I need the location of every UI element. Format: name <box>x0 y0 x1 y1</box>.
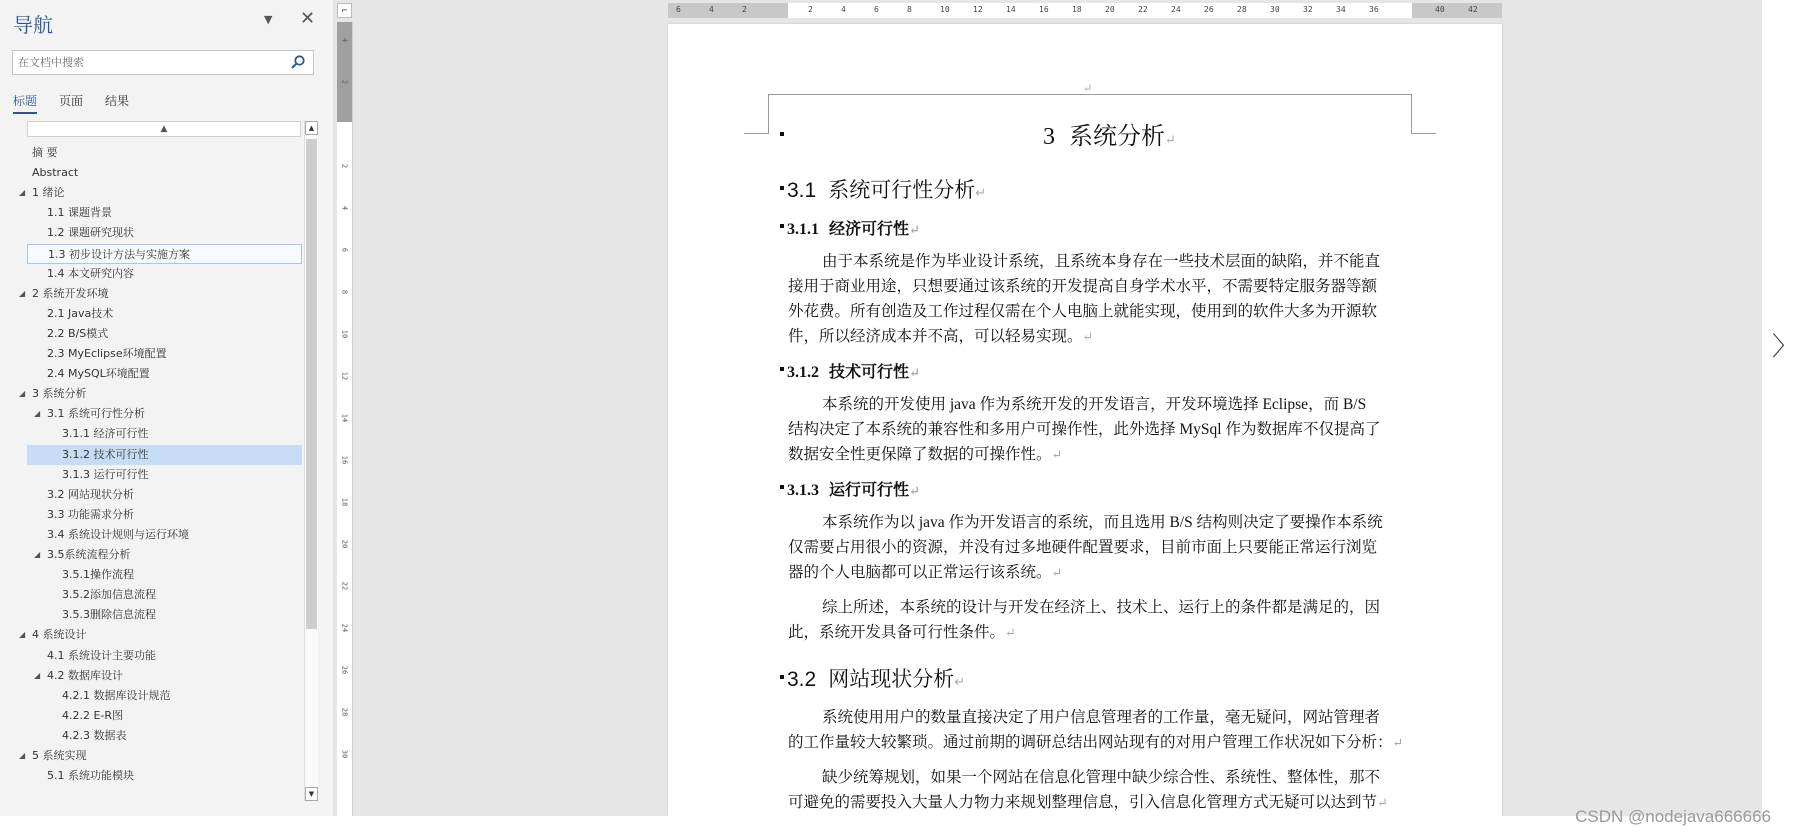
paragraph-line: 此，系统开发具备可行性条件。↵ <box>788 624 1016 641</box>
ruler-mark: 40 <box>1435 5 1445 14</box>
subsection-heading[interactable] <box>787 477 920 500</box>
ruler-mark: 16 <box>1039 5 1049 14</box>
nav-heading-item[interactable] <box>27 344 302 364</box>
nav-heading-item[interactable] <box>27 545 302 565</box>
nav-heading-label: 3.1 系统可行性分析 <box>47 407 145 421</box>
nav-heading-item[interactable] <box>27 686 302 706</box>
section-heading[interactable] <box>787 174 986 204</box>
nav-heading-label: 3.2 网站现状分析 <box>47 487 134 501</box>
nav-heading-label: 4.2.3 数据表 <box>62 728 127 742</box>
paragraph-line: 缺少统筹规划，如果一个网站在信息化管理中缺少综合性、系统性、整体性，那不 <box>822 769 1381 786</box>
nav-heading-label: 3.5.1操作流程 <box>62 568 134 582</box>
nav-heading-item[interactable] <box>27 264 302 284</box>
ruler-mark: 14 <box>340 413 349 423</box>
nav-heading-item[interactable] <box>27 445 302 465</box>
ruler-mark: 26 <box>1204 5 1214 14</box>
body-paragraph[interactable] <box>788 765 1444 815</box>
paragraph-line: 本系统作为以 java 作为开发语言的系统，而且选用 B/S 结构则决定了要操作本系统 <box>822 514 1383 531</box>
paragraph-line: 接用于商业用途，只想要通过该系统的开发提高自身学术水平，不需要特定服务器等额 <box>788 278 1378 295</box>
nav-heading-item[interactable] <box>27 485 302 505</box>
body-paragraph[interactable] <box>788 705 1444 755</box>
nav-heading-item[interactable] <box>27 605 302 625</box>
nav-heading-item[interactable] <box>27 766 302 786</box>
paragraph-line: 由于本系统是作为毕业设计系统，且系统本身存在一些技术层面的缺陷，并不能直 <box>822 253 1381 270</box>
ruler-mark: 12 <box>973 5 983 14</box>
subsection-heading[interactable] <box>787 216 920 239</box>
nav-heading-item[interactable] <box>27 324 302 344</box>
ruler-mark: 16 <box>340 455 349 465</box>
search-input[interactable] <box>18 54 288 71</box>
expand-arrow-icon[interactable]: ◢ <box>19 288 26 298</box>
nav-heading-label: 摘 要 <box>32 146 58 159</box>
body-paragraph[interactable] <box>788 595 1444 645</box>
header-paragraph-mark: ↵ <box>1083 83 1093 95</box>
nav-heading-label: 1.3 初步设计方法与实施方案 <box>48 247 190 261</box>
heading-marker <box>780 224 784 228</box>
ruler-mark: 26 <box>340 665 349 675</box>
paragraph-line: 仅需要占用很小的资源，并没有过多地硬件配置要求，目前市面上只要能正常运行浏览 <box>788 539 1378 556</box>
paragraph-line: 器的个人电脑都可以正常运行该系统。↵ <box>788 564 1063 581</box>
nav-heading-label: 2 系统开发环境 <box>32 286 109 300</box>
ruler-mark: 8 <box>907 5 912 14</box>
paragraph-mark: ↵ <box>1377 795 1388 810</box>
heading-marker <box>780 485 784 489</box>
ruler-mark: 18 <box>1072 5 1082 14</box>
vertical-ruler <box>337 22 353 816</box>
section-number: 3.1 <box>787 179 817 202</box>
paragraph-line: 外花费。所有创造及工作过程仅需在个人电脑上就能实现，使用到的软件大多为开源软 <box>788 303 1378 320</box>
ruler-mark: 10 <box>940 5 950 14</box>
nav-heading-item[interactable] <box>27 143 302 163</box>
nav-heading-item[interactable] <box>19 183 302 203</box>
nav-heading-item[interactable] <box>27 505 302 525</box>
ruler-mark: 2 <box>742 5 747 14</box>
document-page[interactable] <box>668 24 1502 816</box>
heading-marker <box>780 675 784 679</box>
ruler-mark: 28 <box>340 707 349 717</box>
nav-heading-label: 4.1 系统设计主要功能 <box>47 648 156 662</box>
expand-arrow-icon[interactable]: ◢ <box>19 188 26 198</box>
nav-heading-label: 4 系统设计 <box>32 628 87 642</box>
body-paragraph[interactable] <box>788 392 1444 467</box>
ruler-mark: 30 <box>340 749 349 759</box>
paragraph-line: 结构决定了本系统的兼容性和多用户可操作性，此外选择 MySql 作为数据库不仅提高了 <box>788 421 1381 438</box>
crop-mark <box>1412 133 1436 134</box>
ruler-mark: 8 <box>340 289 349 295</box>
ruler-mark: 6 <box>874 5 879 14</box>
nav-heading-label: 3.3 功能需求分析 <box>47 507 134 521</box>
nav-heading-item[interactable] <box>27 424 302 444</box>
paragraph-line: 数据安全性更保障了数据的可操作性。↵ <box>788 446 1063 463</box>
ruler-mark: 20 <box>340 539 349 549</box>
nav-heading-label: 3.5.2添加信息流程 <box>62 588 156 602</box>
ruler-mark: 10 <box>340 329 349 339</box>
expand-arrow-icon[interactable]: ◢ <box>34 409 41 419</box>
nav-heading-item[interactable] <box>27 404 302 424</box>
crop-mark <box>768 94 769 134</box>
right-margin-strip <box>1762 0 1787 816</box>
nav-heading-item[interactable] <box>19 384 302 404</box>
paragraph-mark: ↵ <box>909 365 920 380</box>
nav-heading-label: 4.2 数据库设计 <box>47 668 123 682</box>
nav-heading-label: 4.2.2 E-R图 <box>62 708 124 722</box>
ruler-mark: 4 <box>841 5 846 14</box>
nav-heading-label: 3.5.3删除信息流程 <box>62 608 156 622</box>
search-box <box>12 50 314 75</box>
paragraph-mark: ↵ <box>909 483 920 498</box>
nav-heading-item[interactable] <box>27 585 302 605</box>
expand-arrow-icon[interactable]: ◢ <box>34 550 41 559</box>
paragraph-line: 本系统的开发使用 java 作为系统开发的开发语言，开发环境选择 Eclipse，而 B/S <box>822 396 1367 413</box>
paragraph-mark: ↵ <box>954 674 966 689</box>
crop-mark <box>1411 94 1412 134</box>
tab-2[interactable]: 结果 <box>105 94 130 108</box>
ruler-mark: 36 <box>1369 5 1379 14</box>
paragraph-mark: ↵ <box>1005 625 1016 640</box>
navigation-pane <box>0 0 334 816</box>
nav-heading-label: 2.4 MySQL环境配置 <box>47 367 150 381</box>
ruler-mark: 12 <box>340 371 349 381</box>
nav-options-dropdown-icon[interactable]: ▼ <box>264 13 273 26</box>
nav-heading-item[interactable] <box>27 223 302 243</box>
ruler-mark: 14 <box>1006 5 1016 14</box>
paragraph-mark: ↵ <box>1051 447 1063 462</box>
subsection-title: 运行可行性 <box>829 482 910 499</box>
heading-marker <box>780 132 784 136</box>
nav-heading-item[interactable] <box>27 304 302 324</box>
subsection-number: 3.1.1 <box>787 221 819 238</box>
ruler-mark: 4 <box>340 37 349 43</box>
ruler-mark: 2 <box>340 79 349 85</box>
nav-heading-item[interactable] <box>27 203 302 223</box>
paragraph-mark: ↵ <box>1392 735 1404 750</box>
paragraph-mark: ↵ <box>975 185 987 200</box>
bottom-strip <box>0 816 1787 838</box>
nav-heading-label: 1.2 课题研究现状 <box>47 226 134 240</box>
nav-heading-label: 1.1 课题背景 <box>47 206 112 220</box>
ruler-mark: 20 <box>1105 5 1115 14</box>
nav-heading-label: 2.3 MyEclipse环境配置 <box>47 347 167 360</box>
nav-heading-item[interactable] <box>27 465 302 485</box>
nav-heading-item[interactable] <box>27 646 302 666</box>
paragraph-line: 综上所述，本系统的设计与开发在经济上、技术上、运行上的条件都是满足的，因 <box>822 599 1381 616</box>
chapter-title: 系统分析 <box>1069 124 1165 150</box>
nav-heading-label: 3.1.3 运行可行性 <box>62 467 149 481</box>
nav-heading-item[interactable] <box>19 284 302 304</box>
nav-heading-item[interactable] <box>27 364 302 384</box>
ruler-mark: 32 <box>1303 5 1313 14</box>
ruler-mark: 34 <box>1336 5 1346 14</box>
ruler-mark: 6 <box>340 247 349 253</box>
subsection-heading[interactable] <box>787 359 920 382</box>
body-paragraph[interactable] <box>788 249 1444 349</box>
body-paragraph[interactable] <box>788 510 1444 585</box>
chapter-number: 3 <box>1043 124 1055 150</box>
ruler-mark: 4 <box>709 5 714 14</box>
paragraph-line: 可避免的需要投入大量人力物力来规划整理信息，引入信息化管理方式无疑可以达到节↵ <box>788 794 1388 811</box>
nav-heading-label: 2.1 Java技术 <box>47 306 114 320</box>
paragraph-mark: ↵ <box>1082 329 1094 344</box>
nav-heading-label: 3.1.1 经济可行性 <box>62 427 149 441</box>
scrollbar-thumb[interactable] <box>306 139 317 629</box>
nav-heading-item[interactable] <box>27 244 302 264</box>
nav-heading-label: 5 系统实现 <box>32 749 87 762</box>
nav-heading-label: Abstract <box>32 166 79 180</box>
close-icon[interactable]: ✕ <box>300 8 316 29</box>
ruler-mark: 22 <box>340 581 349 591</box>
expand-arrow-icon[interactable]: ◢ <box>19 751 26 760</box>
ruler-mark: 24 <box>1171 5 1181 14</box>
paragraph-line: 系统使用用户的数量直接决定了用户信息管理者的工作量，毫无疑问，网站管理者 <box>822 709 1381 726</box>
tab-1[interactable]: 页面 <box>59 94 84 108</box>
ruler-mark: 2 <box>808 5 813 14</box>
nav-heading-label: 3 系统分析 <box>32 387 87 401</box>
nav-heading-label: 3.4 系统设计规则与运行环境 <box>47 527 189 541</box>
crop-mark <box>744 133 768 134</box>
tab-selector[interactable]: ⌐ <box>337 3 352 18</box>
chapter-heading[interactable] <box>1043 116 1176 151</box>
nav-heading-label: 1 绪论 <box>32 186 65 200</box>
watermark: CSDN @nodejava666666 <box>1575 807 1771 826</box>
nav-heading-label: 2.2 B/S模式 <box>47 326 109 340</box>
ruler-mark: 18 <box>340 497 349 507</box>
paragraph-mark: ↵ <box>1165 132 1176 147</box>
ruler-mark: 2 <box>340 163 349 169</box>
nav-heading-item[interactable] <box>27 565 302 585</box>
nav-heading-label: 1.4 本文研究内容 <box>47 266 134 280</box>
nav-heading-item[interactable] <box>27 525 302 545</box>
nav-heading-label: 4.2.1 数据库设计规范 <box>62 688 171 702</box>
heading-tree <box>19 121 302 801</box>
section-title: 网站现状分析 <box>828 668 955 691</box>
scroll-up-icon[interactable]: ▲ <box>305 121 318 135</box>
section-heading[interactable] <box>787 663 965 693</box>
section-title: 系统可行性分析 <box>828 179 976 202</box>
expand-arrow-icon[interactable]: ◢ <box>19 630 26 640</box>
search-icon[interactable] <box>290 54 306 70</box>
subsection-number: 3.1.2 <box>787 364 819 381</box>
nav-heading-item[interactable] <box>27 706 302 726</box>
nav-heading-item[interactable] <box>27 726 302 746</box>
subsection-number: 3.1.3 <box>787 482 819 499</box>
paragraph-line: 的工作量较大较繁琐。通过前期的调研总结出网站现有的对用户管理工作状况如下分析：↵ <box>788 734 1404 751</box>
ruler-mark: 22 <box>1138 5 1148 14</box>
nav-heading-label: 3.5系统流程分析 <box>47 548 131 561</box>
nav-heading-item[interactable] <box>19 746 302 766</box>
nav-pane-title: 导航 <box>13 13 53 37</box>
expand-arrow-icon[interactable]: ◢ <box>19 389 26 399</box>
section-number: 3.2 <box>787 668 817 691</box>
nav-heading-item[interactable] <box>27 666 302 686</box>
nav-heading-item[interactable] <box>19 625 302 645</box>
subsection-title: 技术可行性 <box>829 364 910 381</box>
scroll-down-icon[interactable]: ▼ <box>305 787 318 801</box>
expand-arrow-icon[interactable]: ◢ <box>34 670 41 680</box>
collapse-all-button[interactable]: ▲ <box>27 121 301 137</box>
ruler-mark: 24 <box>340 623 349 633</box>
tab-0[interactable]: 标题 <box>13 94 38 108</box>
subsection-title: 经济可行性 <box>829 221 910 238</box>
nav-heading-item[interactable] <box>27 163 302 183</box>
nav-heading-label: 5.1 系统功能模块 <box>47 769 134 783</box>
paragraph-mark: ↵ <box>1051 565 1063 580</box>
paragraph-mark: ↵ <box>909 222 920 237</box>
ruler-mark: 30 <box>1270 5 1280 14</box>
ruler-mark: 4 <box>340 205 349 211</box>
nav-scrollbar[interactable] <box>304 121 318 801</box>
heading-marker <box>780 186 784 190</box>
nav-heading-label: 3.1.2 技术可行性 <box>62 447 149 461</box>
ruler-mark: 6 <box>676 5 681 14</box>
ruler-mark: 28 <box>1237 5 1247 14</box>
heading-marker <box>780 367 784 371</box>
chevron-right-icon[interactable]: 〉 <box>1772 332 1798 362</box>
ruler-mark: 42 <box>1468 5 1478 14</box>
horizontal-ruler <box>668 3 1502 18</box>
paragraph-line: 件，所以经济成本并不高，可以轻易实现。↵ <box>788 328 1094 345</box>
